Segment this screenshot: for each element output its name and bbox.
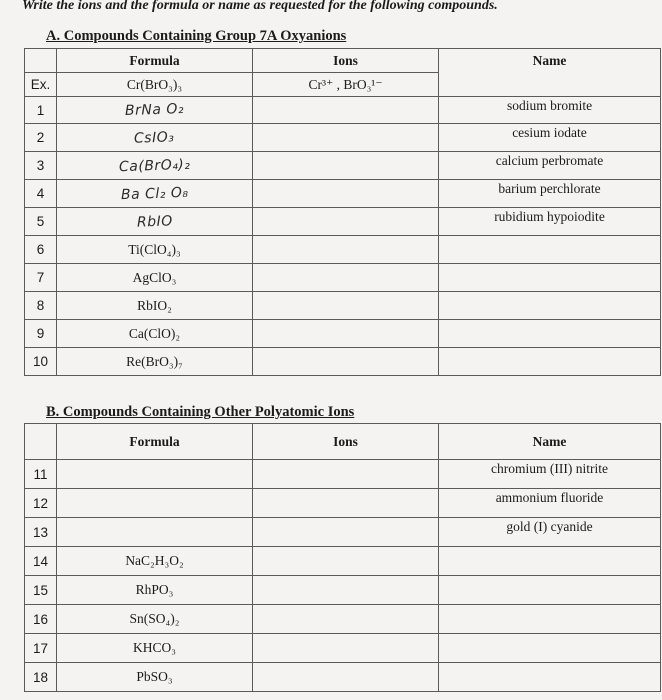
formula-cell[interactable] — [57, 152, 253, 180]
name-cell[interactable] — [439, 576, 661, 605]
row-number: 13 — [25, 518, 57, 547]
row-number: 10 — [25, 348, 57, 376]
row-number: 4 — [25, 180, 57, 208]
ions-cell[interactable] — [253, 489, 439, 518]
ions-cell[interactable] — [253, 208, 439, 236]
ions-cell[interactable] — [253, 518, 439, 547]
table-row — [25, 180, 661, 208]
name-cell[interactable]: sodium bromite — [439, 97, 661, 124]
row-number: 15 — [25, 576, 57, 605]
row-number: 2 — [25, 124, 57, 152]
formula-cell[interactable] — [57, 348, 253, 376]
table-row — [25, 320, 661, 348]
table-row — [25, 292, 661, 320]
ions-cell[interactable] — [253, 124, 439, 152]
header-ions: Ions — [253, 424, 439, 460]
table-row — [25, 152, 661, 180]
name-cell[interactable] — [439, 292, 661, 320]
handwritten-answer: BrNa O₂ — [124, 100, 185, 120]
name-cell[interactable]: cesium iodate — [439, 124, 661, 152]
header-spacer — [25, 424, 57, 460]
formula-cell[interactable] — [57, 320, 253, 348]
row-number: 18 — [25, 663, 57, 692]
row-number: 9 — [25, 320, 57, 348]
row-number: 8 — [25, 292, 57, 320]
handwritten-answer: CsIO₃ — [134, 128, 175, 147]
formula-cell[interactable] — [57, 236, 253, 264]
ions-cell[interactable] — [253, 320, 439, 348]
formula-cell[interactable]: PbSO₃ — [57, 663, 253, 692]
row-number: 11 — [25, 460, 57, 489]
row-number: 3 — [25, 152, 57, 180]
row-number: 17 — [25, 634, 57, 663]
ions-cell[interactable] — [253, 547, 439, 576]
formula-cell[interactable] — [57, 518, 253, 547]
handwritten-answer: Ba Cl₂ O₈ — [120, 184, 189, 203]
ions-cell[interactable] — [253, 348, 439, 376]
table-row — [25, 208, 661, 236]
formula-cell[interactable]: RhPO₃ — [57, 576, 253, 605]
name-cell[interactable] — [439, 634, 661, 663]
row-number: 5 — [25, 208, 57, 236]
header-formula: Formula — [57, 49, 253, 73]
ions-cell[interactable] — [253, 264, 439, 292]
worksheet-instructions: Write the ions and the formula or name as requested for the following compounds. — [22, 0, 498, 13]
name-cell[interactable]: barium perchlorate — [439, 180, 661, 208]
name-cell[interactable]: chromium (III) nitrite — [439, 460, 661, 489]
row-number: 7 — [25, 264, 57, 292]
row-number: 14 — [25, 547, 57, 576]
name-cell[interactable]: ammonium fluoride — [439, 489, 661, 518]
table-row — [25, 634, 661, 663]
formula-cell[interactable] — [57, 489, 253, 518]
section-b-heading: B. Compounds Containing Other Polyatomic Ions — [46, 404, 355, 420]
table-row — [25, 547, 661, 576]
handwritten-answer: Ca(BrO₄)₂ — [118, 156, 191, 175]
ions-cell[interactable] — [253, 152, 439, 180]
formula-cell[interactable] — [57, 124, 253, 152]
name-cell[interactable] — [439, 348, 661, 376]
example-label: Ex. — [25, 73, 57, 97]
name-cell[interactable] — [439, 320, 661, 348]
name-cell[interactable] — [439, 264, 661, 292]
formula-cell[interactable] — [57, 264, 253, 292]
header-spacer — [25, 49, 57, 73]
ions-cell[interactable] — [253, 97, 439, 124]
name-cell[interactable] — [439, 663, 661, 692]
ions-cell[interactable] — [253, 180, 439, 208]
section-a-heading: A. Compounds Containing Group 7A Oxyanions — [46, 28, 347, 44]
header-name: Name — [439, 49, 661, 97]
formula-text: Ca(ClO)₂ — [128, 325, 181, 341]
formula-cell[interactable] — [57, 97, 253, 124]
formula-cell[interactable]: Sn(SO₄)₂ — [57, 605, 253, 634]
table-row — [25, 489, 661, 518]
table-row — [25, 576, 661, 605]
table-row — [25, 124, 661, 152]
header-ions: Ions — [253, 49, 439, 73]
ions-cell[interactable] — [253, 292, 439, 320]
ions-cell[interactable] — [253, 576, 439, 605]
formula-text: RbIO₂ — [137, 297, 172, 313]
header-formula: Formula — [57, 424, 253, 460]
formula-cell[interactable]: NaC₂H₃O₂ — [57, 547, 253, 576]
name-cell[interactable]: gold (I) cyanide — [439, 518, 661, 547]
table-row — [25, 518, 661, 547]
ions-cell[interactable] — [253, 634, 439, 663]
table-row — [25, 348, 661, 376]
ions-cell[interactable] — [253, 605, 439, 634]
name-cell[interactable]: calcium perbromate — [439, 152, 661, 180]
name-cell[interactable] — [439, 236, 661, 264]
ions-cell[interactable] — [253, 460, 439, 489]
example-ions: Cr³⁺ , BrO₃¹⁻ — [253, 73, 439, 97]
formula-text: AgClO₃ — [132, 269, 177, 285]
row-number: 16 — [25, 605, 57, 634]
table-row — [25, 264, 661, 292]
name-cell[interactable] — [439, 547, 661, 576]
formula-cell[interactable] — [57, 292, 253, 320]
table-row — [25, 663, 661, 692]
ions-cell[interactable] — [253, 663, 439, 692]
example-formula: Cr(BrO₃)₃ — [57, 73, 253, 97]
name-cell[interactable] — [439, 605, 661, 634]
table-row — [25, 605, 661, 634]
section-b-table — [24, 423, 661, 692]
row-number: 6 — [25, 236, 57, 264]
formula-cell[interactable]: KHCO₃ — [57, 634, 253, 663]
formula-cell[interactable] — [57, 460, 253, 489]
handwritten-answer: RbIO — [136, 212, 173, 231]
row-number: 12 — [25, 489, 57, 518]
formula-text: Ti(ClO₄)₃ — [128, 241, 181, 257]
row-number: 1 — [25, 97, 57, 124]
ions-cell[interactable] — [253, 236, 439, 264]
table-row — [25, 97, 661, 124]
section-a-table — [24, 48, 661, 376]
table-row — [25, 460, 661, 489]
formula-cell[interactable] — [57, 180, 253, 208]
header-name: Name — [439, 424, 661, 460]
table-row — [25, 236, 661, 264]
formula-cell[interactable] — [57, 208, 253, 236]
name-cell[interactable]: rubidium hypoiodite — [439, 208, 661, 236]
formula-text: Re(BrO₃)₇ — [126, 353, 183, 369]
